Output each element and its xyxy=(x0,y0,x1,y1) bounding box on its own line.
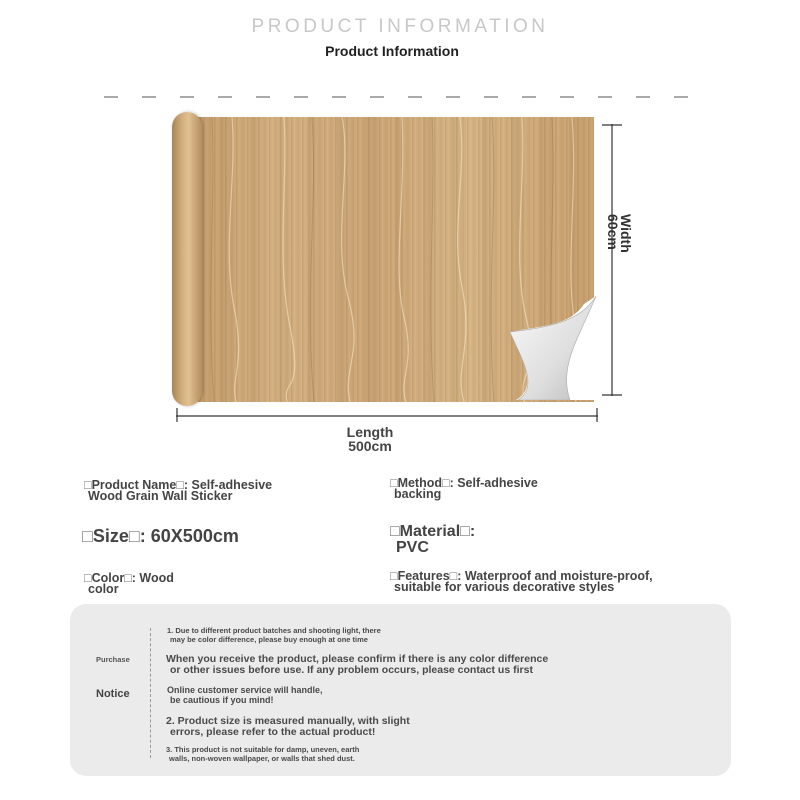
spec-value: : Self-adhesive xyxy=(449,476,538,490)
notice-item-4 xyxy=(166,716,410,738)
bracket-glyph: □ xyxy=(82,526,93,546)
spec-value: : xyxy=(469,523,476,540)
notice-text: may be color difference, please buy enough at one time xyxy=(170,635,368,644)
bracket-glyph: □ xyxy=(176,478,184,492)
notice-text: or other issues before use. If any problem occurs, please contact us first xyxy=(170,664,533,676)
spec-key: Method xyxy=(397,476,442,490)
bracket-glyph: □ xyxy=(390,476,398,490)
notice-text: be cautious if you mind! xyxy=(170,695,274,705)
spec-value: suitable for various decorative styles xyxy=(394,580,615,594)
spec-value: color xyxy=(88,582,119,596)
bracket-glyph: □ xyxy=(390,523,400,540)
spec-key: Size xyxy=(92,526,129,546)
notice-item-2 xyxy=(166,654,548,676)
dashed-divider xyxy=(104,96,696,98)
notice-item-3 xyxy=(167,685,323,705)
notice-item-1 xyxy=(167,626,381,644)
notice-text: errors, please refer to the actual product! xyxy=(170,726,376,738)
length-text: Length xyxy=(346,424,394,440)
spec-value: PVC xyxy=(396,539,429,556)
notice-side-notice: Notice xyxy=(96,688,130,700)
header-title: Product Information xyxy=(325,43,459,59)
spec-color xyxy=(84,573,174,595)
notice-item-5 xyxy=(166,745,359,763)
spec-method xyxy=(390,478,538,500)
spec-features xyxy=(390,571,653,593)
length-dimension-line xyxy=(176,408,598,424)
notice-divider xyxy=(150,628,152,758)
notice-text: 2. Product size is measured manually, with slight xyxy=(166,715,410,727)
spec-value: : 60X500cm xyxy=(139,526,239,546)
spec-value: : Waterproof and moisture-proof, xyxy=(457,569,653,583)
notice-text: 1. Due to different product batches and shooting light, there xyxy=(167,626,381,635)
width-text: Width xyxy=(618,214,634,253)
spec-key: Material xyxy=(399,523,461,540)
notice-side-purchase: Purchase xyxy=(96,655,130,664)
spec-product-name xyxy=(84,480,272,502)
bracket-glyph: □ xyxy=(442,476,450,490)
roll-end xyxy=(172,112,202,406)
notice-text: walls, non-woven wallpaper, or walls that shed dust. xyxy=(169,754,355,763)
width-value: 60cm xyxy=(605,214,621,250)
length-label xyxy=(330,425,410,453)
width-label xyxy=(605,214,633,278)
bracket-glyph: □ xyxy=(449,569,458,583)
spec-value: backing xyxy=(394,487,442,501)
notice-text: Online customer service will handle, xyxy=(167,685,323,695)
bracket-glyph: □ xyxy=(460,523,470,540)
bracket-glyph: □ xyxy=(390,569,398,583)
notice-text: 3. This product is not suitable for damp, uneven, earth xyxy=(166,745,360,754)
spec-key: Product Name xyxy=(91,478,177,492)
notice-text: When you receive the product, please confirm if there is any color difference xyxy=(166,653,549,665)
spec-material xyxy=(390,524,475,556)
spec-value: : Self-adhesive xyxy=(183,478,273,492)
spec-value: : Wood xyxy=(131,571,174,585)
bracket-glyph: □ xyxy=(84,571,92,585)
bracket-glyph: □ xyxy=(84,478,92,492)
peeled-backing xyxy=(510,296,596,400)
spec-value: Wood Grain Wall Sticker xyxy=(88,489,233,503)
spec-key: Color xyxy=(91,571,125,585)
bracket-glyph: □ xyxy=(124,571,132,585)
spec-size xyxy=(82,527,239,545)
header-title-english: PRODUCT INFORMATION xyxy=(251,16,549,37)
spec-key: Features xyxy=(397,569,450,583)
length-value: 500cm xyxy=(348,438,392,454)
bracket-glyph: □ xyxy=(128,526,140,546)
